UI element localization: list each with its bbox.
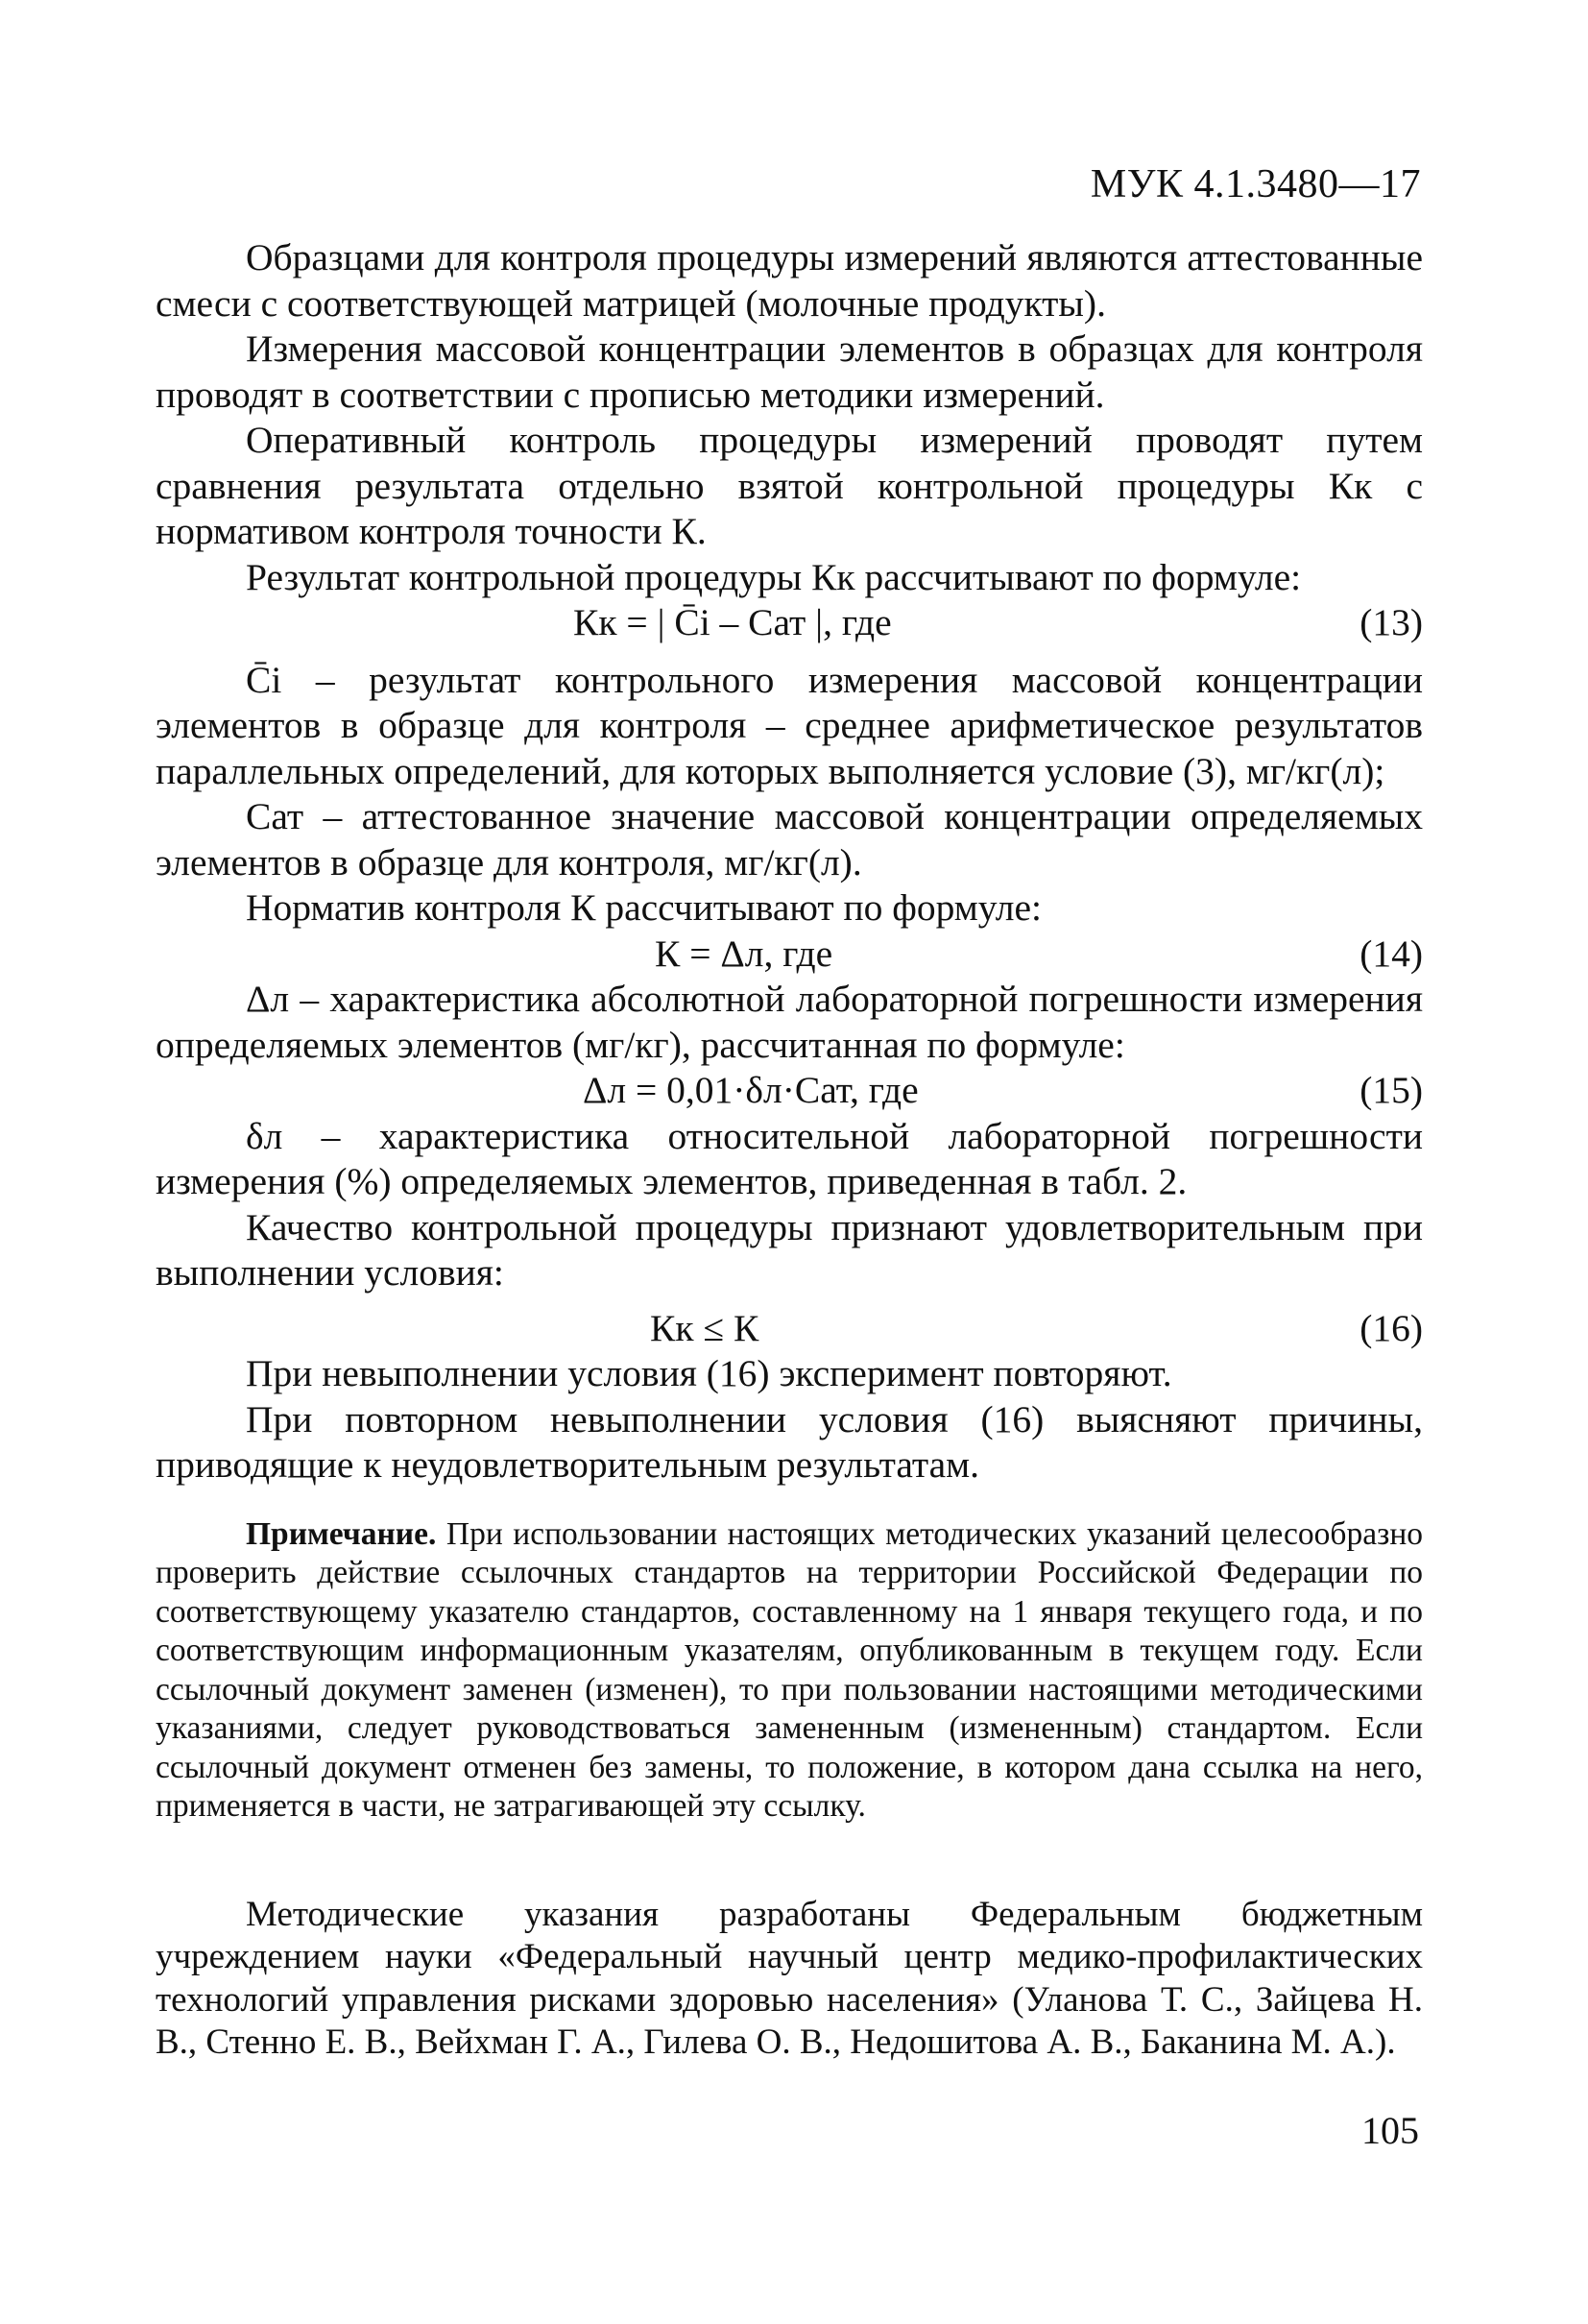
credits-text: Методические указания разработаны Федеральным бюджетным учреждением науки «Федеральный научный центр медико-профилактических технологий управления рисками здоровью населения» (Уланова Т. С., Зайцева Н. В., Стенно Е. В., Вейхман Г. А., Гилева О. В., Недошитова А. В., Баканина М. А.). — [156, 1894, 1423, 2062]
paragraph: При повторном невыполнении условия (16) выясняют причины, приводящие к неудовлетворительным результатам. — [156, 1397, 1423, 1486]
paragraph: Образцами для контроля процедуры измерений являются аттестованные смеси с соответствующей матрицей (молочные продукты). — [156, 236, 1423, 325]
paragraph: Оперативный контроль процедуры измерений проводят путем сравнения результата отдельно взятой контрольной процедуры Кк с нормативом контроля точности К. — [156, 419, 1423, 552]
formula-16 — [156, 1306, 1423, 1352]
formula-number: (16) — [1359, 1306, 1423, 1349]
document-code: МУК 4.1.3480—17 — [1090, 162, 1421, 206]
note-text: При использовании настоящих методических указаний целесообразно проверить действие ссылочных стандартов на территории Российской Федерации по соответствующему указателю стандартов, составленному на 1 января текущего года, и по соответствующим информационным указателям, опубликованным в текущем году. Если ссылочный документ заменен (изменен), то при пользовании настоящими методическими указаниями, следует руководствоваться замененным (измененным) стандартом. Если ссылочный документ отменен без замены, то положение, в котором дана ссылка на него, применяется в части, не затрагивающей эту ссылку. — [156, 1515, 1423, 1824]
definition-cat: Cат – аттестованное значение массовой концентрации определяемых элементов в образце для контроля, мг/кг(л). — [156, 795, 1423, 884]
formula-expression: Кк ≤ К — [650, 1306, 759, 1349]
paragraph: Норматив контроля К рассчитывают по формуле: — [246, 886, 1042, 929]
formula-number: (15) — [1359, 1069, 1423, 1111]
note-label: Примечание. — [246, 1515, 437, 1552]
credits-block — [156, 1894, 1423, 2065]
definition-delta-rel: δл – характеристика относительной лабораторной погрешности измерения (%) определяемых элементов, приведенная в табл. 2. — [156, 1114, 1423, 1202]
formula-expression: Δл = 0,01·δл·Cат, где — [583, 1069, 919, 1111]
paragraph: Результат контрольной процедуры Кк рассчитывают по формуле: — [246, 555, 1302, 598]
formula-number: (13) — [1359, 601, 1423, 643]
definition-ci: C̄i – результат контрольного измерения массовой концентрации элементов в образце для контроля – среднее арифметическое результатов параллельных определений, для которых выполняется условие (3), мг/кг(л); — [156, 658, 1423, 792]
paragraph: Качество контрольной процедуры признают удовлетворительным при выполнении условия: — [156, 1205, 1423, 1294]
formula-14 — [156, 932, 1423, 978]
document-body — [156, 235, 1423, 2065]
formula-13 — [156, 600, 1423, 646]
note-block — [156, 1515, 1423, 1827]
page-number: 105 — [1361, 2109, 1419, 2152]
definition-delta: Δл – характеристика абсолютной лабораторной погрешности измерения определяемых элементов (мг/кг), рассчитанная по формуле: — [156, 978, 1423, 1066]
formula-number: (14) — [1359, 932, 1423, 975]
formula-15 — [156, 1068, 1423, 1114]
paragraph: При невыполнении условия (16) эксперимент повторяют. — [246, 1352, 1172, 1394]
formula-expression: Кк = | C̄i – Cат |, где — [573, 601, 892, 643]
paragraph: Измерения массовой концентрации элементов в образцах для контроля проводят в соответствии с прописью методики измерений. — [156, 327, 1423, 416]
formula-expression: К = Δл, где — [655, 932, 833, 975]
